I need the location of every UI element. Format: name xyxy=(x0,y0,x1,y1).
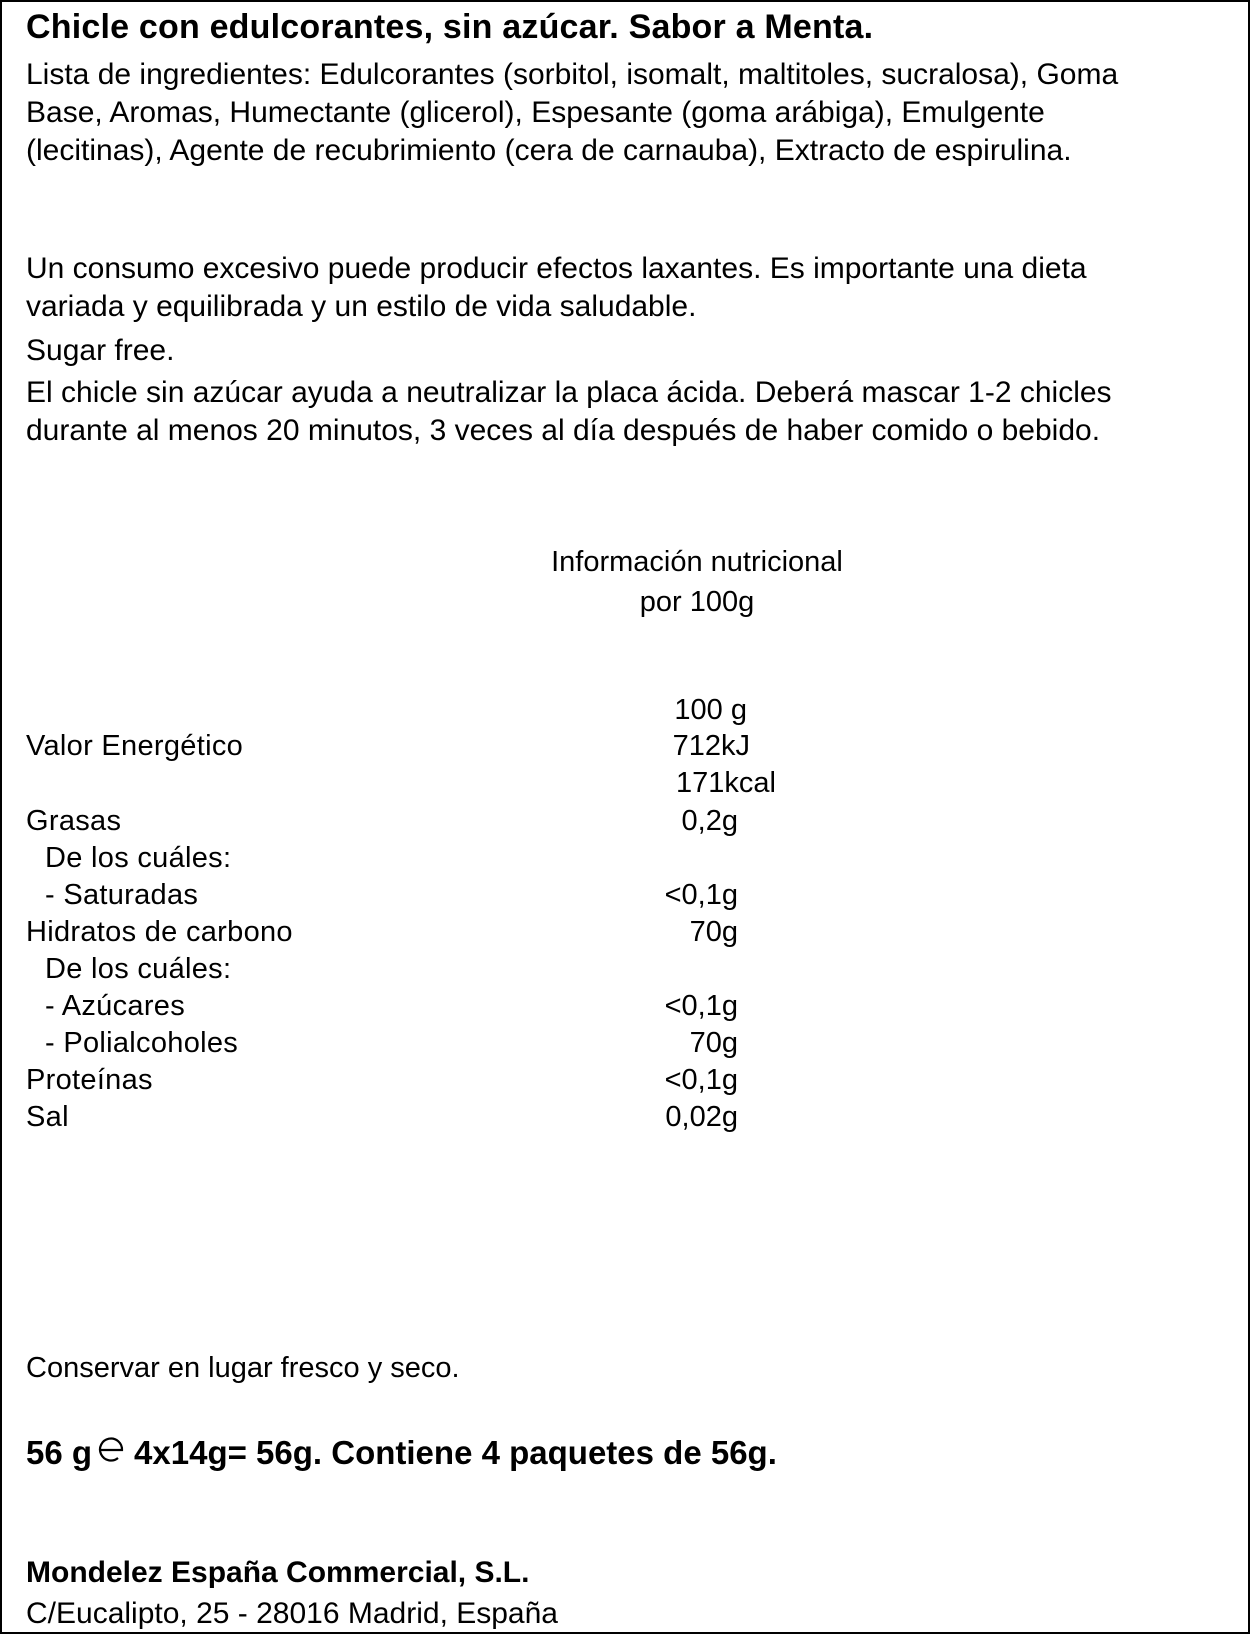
nutrition-title: Información nutricional xyxy=(551,546,843,578)
nutrition-row-label: Proteínas xyxy=(26,1064,153,1096)
product-title: Chicle con edulcorantes, sin azúcar. Sabor a Menta. xyxy=(26,8,874,46)
company-address: C/Eucalipto, 25 - 28016 Madrid, España xyxy=(26,1597,558,1630)
nutrition-row-label: Hidratos de carbono xyxy=(26,916,293,948)
nutrition-row-label: - Azúcares xyxy=(45,990,185,1022)
warning-line: variada y equilibrada y un estilo de vida saludable. xyxy=(26,290,697,323)
nutrition-row-label: Grasas xyxy=(26,805,122,837)
nutrition-row-value: <0,1g xyxy=(664,990,738,1022)
energy-kj-value: 712kJ xyxy=(672,730,750,762)
sugar-free-claim: Sugar free. xyxy=(26,334,175,367)
e-mark-icon xyxy=(96,1434,126,1472)
nutrition-row-label: - Saturadas xyxy=(45,879,199,911)
nutrition-row-label: De los cuáles: xyxy=(45,842,232,874)
nutrition-per: por 100g xyxy=(639,586,755,618)
ingredients-line: Lista de ingredientes: Edulcorantes (sorbitol, isomalt, maltitoles, sucralosa), Goma xyxy=(26,58,1119,91)
laxative-warning xyxy=(26,250,1087,326)
nutrition-heading xyxy=(537,542,857,622)
net-weight: 56 g xyxy=(26,1434,93,1471)
ingredients-line: (lecitinas), Agente de recubrimiento (cera de carnauba), Extracto de espirulina. xyxy=(26,134,1072,167)
ingredients-line: Base, Aromas, Humectante (glicerol), Espesante (goma arábiga), Emulgente xyxy=(26,96,1045,129)
dental-claim xyxy=(26,374,1112,450)
nutrition-row-value: <0,1g xyxy=(664,879,738,911)
energy-label: Valor Energético xyxy=(26,730,244,762)
warning-line: Un consumo excesivo puede producir efectos laxantes. Es importante una dieta xyxy=(26,252,1087,285)
package-detail: 4x14g= 56g. Contiene 4 paquetes de 56g. xyxy=(134,1434,777,1471)
nutrition-row-value: 0,02g xyxy=(665,1101,738,1133)
nutrition-row-label: - Polialcoholes xyxy=(45,1027,239,1059)
net-weight-line xyxy=(26,1434,777,1472)
company-name: Mondelez España Commercial, S.L. xyxy=(26,1556,530,1589)
nutrition-row-value: 70g xyxy=(689,1027,738,1059)
dental-claim-line: durante al menos 20 minutos, 3 veces al día después de haber comido o bebido. xyxy=(26,414,1101,447)
energy-kcal-value: 171kcal xyxy=(676,767,776,799)
nutrition-row-value: <0,1g xyxy=(664,1064,738,1096)
nutrition-column-header: 100 g xyxy=(674,694,747,726)
storage-instructions: Conservar en lugar fresco y seco. xyxy=(26,1352,460,1384)
ingredients-paragraph xyxy=(26,56,1118,170)
nutrition-row-value: 70g xyxy=(689,916,738,948)
dental-claim-line: El chicle sin azúcar ayuda a neutralizar la placa ácida. Deberá mascar 1-2 chicles xyxy=(26,376,1112,409)
nutrition-row-value: 0,2g xyxy=(681,805,738,837)
nutrition-row-label: De los cuáles: xyxy=(45,953,232,985)
nutrition-row-label: Sal xyxy=(26,1101,69,1133)
